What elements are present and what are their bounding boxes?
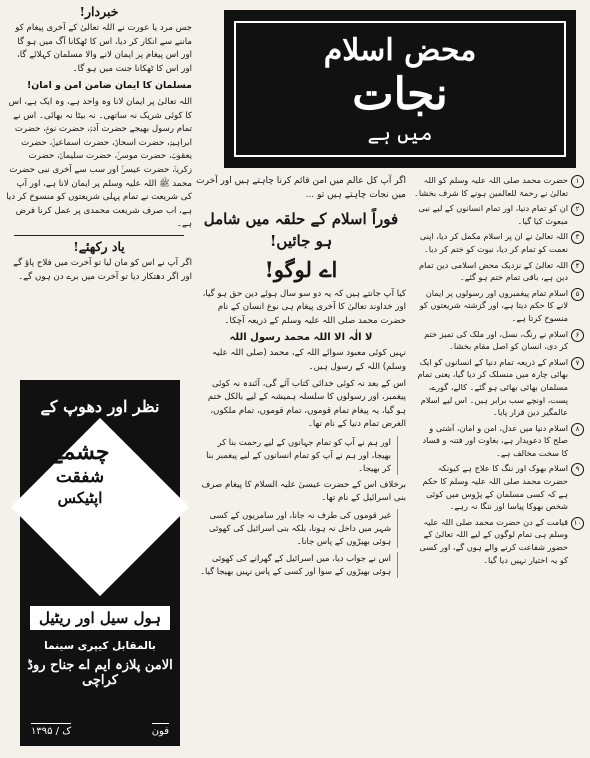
item-number: ۱۰ bbox=[571, 517, 584, 530]
ad-address: الامن پلازہ ایم اے جناح روڈ کراچی bbox=[27, 658, 173, 688]
item-number: ۵ bbox=[571, 288, 584, 301]
kalima-line: لا الٰہ الا اللہ محمد رسول اللہ bbox=[229, 332, 373, 344]
item-number: ۶ bbox=[571, 329, 584, 342]
divider bbox=[14, 235, 184, 236]
middle-paragraph-4: برخلاف اس کے حضرت عیسیٰ علیہ السلام کا پیغام صرف بنی اسرائیل کے نام تھا۔ bbox=[201, 479, 406, 504]
middle-paragraph-2: نہیں کوئی معبود سوائے اللہ کے، محمد (صلی اللہ علیہ وسلم) اللہ کے رسول ہیں۔ bbox=[212, 348, 406, 372]
ad-landmark: بالمقابل کیپری سینما bbox=[44, 640, 156, 652]
list-item bbox=[414, 259, 584, 284]
item-text: اللہ تعالیٰ کے نزدیک محض اسلامی دین تمام دین ہے، باقی تمام ختم ہو گئے۔ bbox=[419, 259, 568, 283]
masthead-title: نجات bbox=[352, 68, 448, 120]
quote-3: اس نے جواب دیا، میں اسرائیل کے گھرانے کی کھوئی ہوئی بھیڑوں کے سوا اور کسی کے پاس نہیں بھیجا گیا۔ bbox=[196, 552, 398, 578]
middle-column bbox=[196, 174, 406, 754]
remember-heading: یاد رکھئے! bbox=[73, 238, 125, 254]
list-item bbox=[414, 328, 584, 353]
item-number: ۳ bbox=[571, 231, 584, 244]
item-number: ۴ bbox=[571, 260, 584, 273]
ad-wholesale-band: ہول سیل اور ریٹیل bbox=[30, 606, 170, 630]
list-item bbox=[414, 202, 584, 227]
item-number: ۸ bbox=[571, 423, 584, 436]
ad-top-line: نظر اور دھوپ کے bbox=[40, 397, 160, 416]
list-item bbox=[414, 356, 584, 419]
left-column bbox=[6, 4, 192, 376]
ad-diamond-line3: اپٹیکس bbox=[57, 489, 103, 507]
item-text: اسلام تمام پیغمبروں اور رسولوں پر ایمان لانے کا حکم دیتا ہے، اور گزشتہ شریعتوں کو منسوخ کرتا ہے۔ bbox=[419, 287, 568, 323]
masthead-line1: محض اسلام bbox=[323, 32, 477, 68]
item-text: اسلام بھوک اور ننگ کا علاج ہے کیونکہ حضرت محمد صلی اللہ علیہ وسلم کا حکم ہے کہ کسی مسلمان کے پڑوس میں کوئی شخص بھوکا پیاسا اور ننگا نہ رہے۔ bbox=[422, 463, 568, 512]
masthead bbox=[224, 10, 576, 168]
warning-heading: خبردار! bbox=[79, 4, 119, 19]
item-number: ۷ bbox=[571, 357, 584, 370]
headline-join-islam: فوراً اسلام کے حلقہ میں شامل ہو جائیں! bbox=[203, 210, 399, 250]
ad-footer-right: فون bbox=[152, 723, 169, 737]
ad-diamond-line2: شفقت bbox=[55, 467, 105, 487]
quote-2: غیر قوموں کی طرف نہ جانا، اور سامریوں کے کسی شہر میں داخل نہ ہونا، بلکہ بنی اسرائیل کی کھوئی ہوئی بھیڑوں کے پاس جانا۔ bbox=[196, 509, 398, 548]
middle-paragraph-3: اس کے بعد نہ کوئی خدائی کتاب آئے گی، آئندہ نہ کوئی پیغمبر، اور رسولوں کا سلسلہ ہمیشہ کے لیے بالکل ختم ہو گیا، یہ پیغام تمام قوموں، تمام قوموں، تمام ملکوں، الغرض تمام دنیا کے نام تھا۔ bbox=[207, 379, 406, 430]
headline-o-people: اے لوگو! bbox=[264, 257, 338, 282]
ad-footer-left: ۱۳۹۵ / ک bbox=[31, 723, 71, 737]
ad-diamond-line1: چشمے bbox=[50, 439, 110, 465]
list-item bbox=[414, 516, 584, 566]
item-text: اسلام نے رنگ، نسل، اور ملک کی تمیز ختم کر دی، انسان کو اصل مقام بخشا۔ bbox=[424, 328, 568, 352]
warning-bold-line: مسلمان کا ایمان ضامن امن و امان! bbox=[27, 80, 192, 92]
quote-1: اور ہم نے آپ کو تمام جہانوں کے لیے رحمت بنا کر بھیجا، اور ہم نے آپ کو تمام انسانوں کے لیے پیغمبر بنا کر بھیجا۔ bbox=[196, 436, 398, 475]
intro-text: اگر آپ کل عالم میں امن قائم کرنا چاہتے ہیں اور آخرت میں نجات چاہتے ہیں تو ... bbox=[196, 176, 406, 200]
item-text: اسلام دنیا میں عدل، امن و امان، آشتی و صلح کا دعویدار ہے، بغاوت اور فتنہ و فساد کا سخت مخالف ہے۔ bbox=[422, 422, 568, 458]
list-item bbox=[414, 230, 584, 255]
right-column bbox=[414, 174, 584, 754]
warning-paragraph: جس مرد یا عورت نے اللہ تعالیٰ کے آخری پیغام کو ماننے سے انکار کر دیا، اس کا ٹھکانا آگ میں ہو گا اور اس پیغام پر ایمان لانے والا مسلمان کہلائے گا، اور اس کا ٹھکانا جنت میں ہو گا۔ bbox=[15, 23, 192, 74]
item-text: ان کو تمام دنیا، اور تمام انسانوں کے لیے نبی مبعوث کیا گیا۔ bbox=[418, 203, 568, 226]
list-item bbox=[414, 174, 584, 199]
item-text: قیامت کے دن حضرت محمد صلی اللہ علیہ وسلم ہی تمام لوگوں کے لیے اللہ تعالیٰ کے حضور شفاعت کرنے والے ہوں گے، اور کسی کو یہ اختیار نہیں دیا گیا۔ bbox=[419, 516, 568, 565]
remember-paragraph: اگر آپ نے اس کو مان لیا تو آخرت میں فلاح پاؤ گے اور اگر دھتکار دیا تو آخرت میں برے دن ہوں گے۔ bbox=[13, 257, 192, 282]
ad-footer bbox=[31, 723, 169, 737]
item-number: ۱ bbox=[571, 175, 584, 188]
faith-paragraph: اللہ تعالیٰ پر ایمان لانا وہ واحد ہے، وہ ایک ہے، اس کا کوئی شریک نہ ساتھی۔ نہ بیٹا نہ بھائی۔ اس نے تمام رسول بھیجے حضرت آدمؑ، حضرت نوحؑ، حضرت ابراہیمؑ، حضرت اسحاقؑ، حضرت اسماعیلؑ، حضرت یعقوبؑ، حضرت موسیٰؑ، حضرت سلیمانؑ، حضرت زکریاؑ، حضرت عیسیٰؑ اور سب سے آخری نبی حضرت محمد ﷺ اللہ علیہ وسلم پر ایمان لانا ہے، اور آپ کی شریعت نے تمام پہلی شریعتوں کو منسوخ کر دیا ہے، اب صرف شریعت محمدی پر عمل کرنا فرض ہے۔ bbox=[6, 96, 192, 230]
list-item bbox=[414, 287, 584, 325]
ad-diamond-text bbox=[20, 438, 140, 508]
item-number: ۹ bbox=[571, 463, 584, 476]
list-item bbox=[414, 462, 584, 512]
item-text: حضرت محمد صلی اللہ علیہ وسلم کو اللہ تعالیٰ نے رحمۃ للعالمین ہونے کا شرف بخشا۔ bbox=[414, 175, 568, 198]
middle-paragraph-1: کیا آپ جانتے ہیں کہ یہ دو سو سال ہوئے دین حق ہو گیا، اور خداوند تعالیٰ کا آخری پیغام ہی نوع انسان کے نام حضرت محمد صلی اللہ علیہ وسلم کے ذریعہ آچکا۔ bbox=[202, 289, 406, 326]
list-item bbox=[414, 422, 584, 460]
masthead-line3: میں ہے bbox=[367, 120, 433, 145]
masthead-frame bbox=[234, 21, 566, 158]
item-text: اللہ تعالیٰ نے ان پر اسلام مکمل کر دیا، اپنی نعمت کو تمام کر دیا، نبوت کو ختم کر دیا۔ bbox=[419, 231, 568, 254]
item-text: اسلام کے ذریعہ تمام دنیا کے انسانوں کو ایک بھائی چارہ میں منسلک کر دیا گیا، یعنی تمام مسلمان بھائی بھائی ہو گئے۔ کالے، گورے، پست، اونچے سب برابر ہیں۔ اس لیے اسلام عالمگیر دین قرار پایا۔ bbox=[417, 356, 568, 418]
optics-advertisement bbox=[20, 380, 180, 746]
item-number: ۲ bbox=[571, 203, 584, 216]
